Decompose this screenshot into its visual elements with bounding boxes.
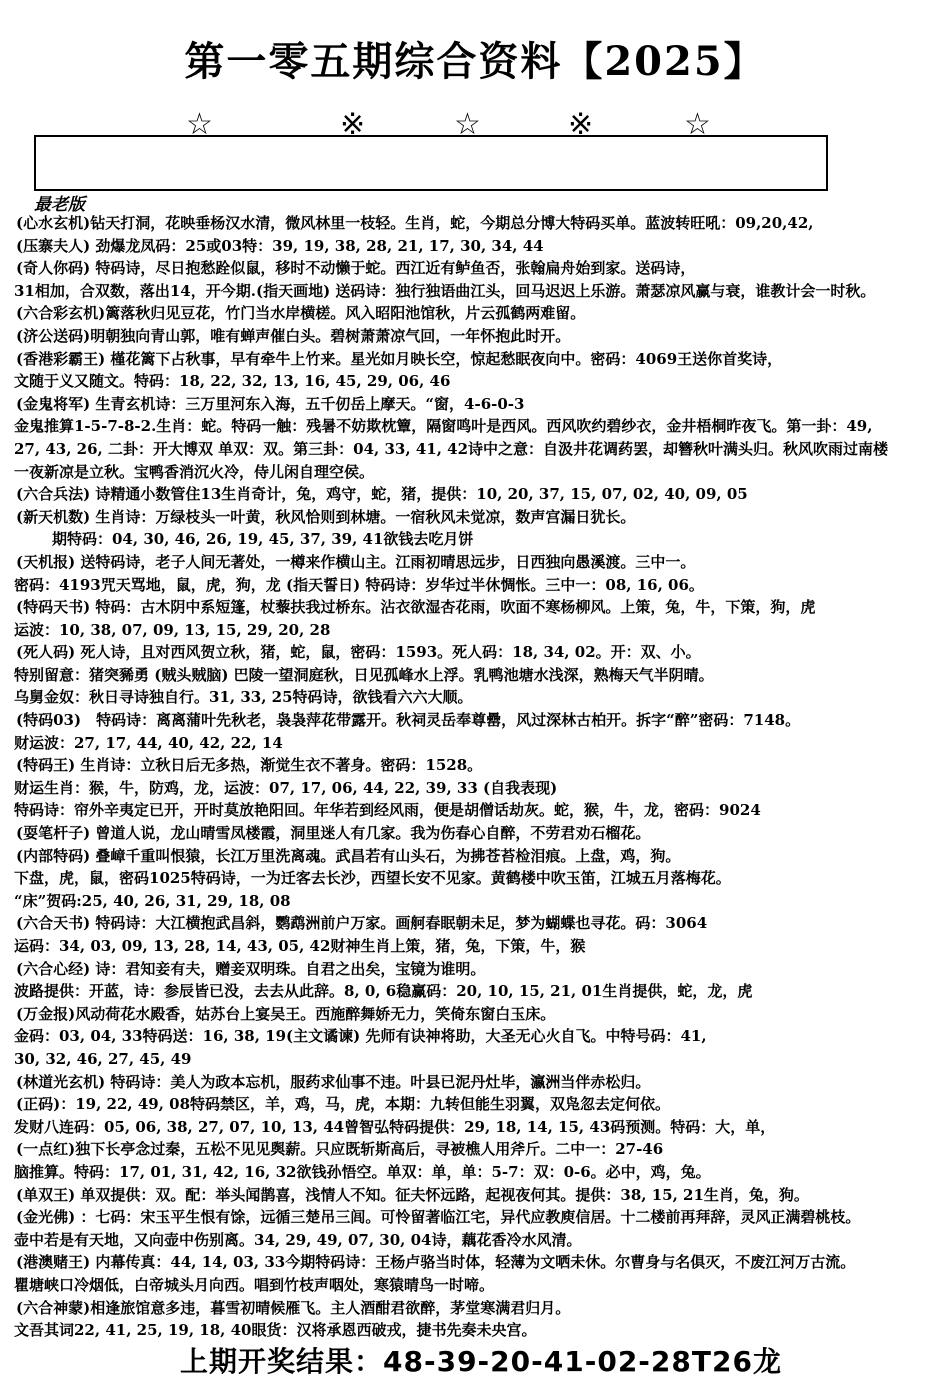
text-line: (香港彩霸王) 槿花篱下占秋事，早有牵牛上竹来。星光如月映长空，惊起愁眠夜向中。密码：4069王送你首奖诗， xyxy=(16,349,783,368)
text-line: (济公送码)明朝独向青山郭，唯有蝉声催白头。碧树萧萧凉气回，一年怀抱此时开。 xyxy=(16,326,571,345)
content-lines xyxy=(0,212,950,1342)
text-line: (奇人你码) 特码诗，尽日抱愁跧似鼠，移时不动懒于蛇。西江近有鲈鱼否，张翰扁舟始到家。送码诗， xyxy=(16,259,696,278)
empty-box xyxy=(34,135,828,191)
text-line: 壶中若是有天地，又向壶中伤别离。34, 29, 49, 07, 30, 04诗，藕花香冷水风清。 xyxy=(14,1230,582,1249)
text-line: (六合兵法) 诗精通小数管住13生肖奇计，兔，鸡守，蛇，猪，提供：10, 20, 37, 15, 07, 02, 40, 09, 05 xyxy=(16,485,748,504)
text-line: 财运生肖：猴，牛，防鸡，龙，运波：07, 17, 06, 44, 22, 39, 33 (自我表现) xyxy=(14,778,558,797)
star-icon: ☆ xyxy=(186,107,213,142)
text-line: (内部特码) 叠嶂千重叫恨猿，长江万里洗离魂。武昌若有山头石，为拂苍苔检泪痕。上盘，鸡，狗。 xyxy=(16,846,681,865)
text-line: 运波：10, 38, 07, 09, 13, 15, 29, 20, 28 xyxy=(14,620,331,639)
text-line: (特码03) 特码诗：离离蒲叶先秋老，袅袅萍花带露开。秋祠灵岳奉尊罍，风过深林古柏开。拆字“醉”密码：7148。 xyxy=(16,711,801,730)
text-line: 波路提供：开蓝，诗：参辰皆已没，去去从此辞。8, 0, 6稳赢码：20, 10, 15, 21, 01生肖提供，蛇，龙，虎 xyxy=(14,982,753,1001)
text-line: (特码王) 生肖诗：立秋日后无多热，渐觉生衣不著身。密码：1528。 xyxy=(16,756,483,775)
text-line: (一点红)独下长亭念过秦，五松不见见舆薪。只应既斩斯高后，寻被樵人用斧斤。二中一：27-46 xyxy=(16,1140,664,1159)
star-icon: ☆ xyxy=(684,107,711,142)
text-line: (压寨夫人) 劲爆龙凤码：25或03特：39, 19, 38, 28, 21, 17, 30, 34, 44 xyxy=(16,236,544,255)
text-line: 脑推算。特码：17, 01, 31, 42, 16, 32欲钱孙悟空。单双：单，单：5-7：双：0-6。必中，鸡，兔。 xyxy=(14,1162,711,1181)
last-result-banner: 上期开奖结果：48-39-20-41-02-28T26龙 xyxy=(180,1345,782,1378)
text-line: 特别留意：猪突豨勇 (贼头贼脑) 巴陵一望洞庭秋，日见孤峰水上浮。乳鸭池塘水浅深，熟梅天气半阴晴。 xyxy=(14,665,714,684)
text-line: (死人码) 死人诗，且对西风贺立秋，猪，蛇，鼠，密码：1593。死人码：18, 34, 02。开：双、小。 xyxy=(16,643,701,662)
text-line: (港澳赌王) 内幕传真：44, 14, 03, 33今期特码诗：王杨卢骆当时体，轻薄为文哂未休。尔曹身与名俱灭，不废江河万古流。 xyxy=(16,1253,856,1272)
text-line: 文随于义又随文。特码：18, 22, 32, 13, 16, 45, 29, 06, 46 xyxy=(14,372,451,391)
text-line: (六合心经) 诗：君知妾有夫，赠妾双明珠。自君之出矣，宝镜为谁明。 xyxy=(16,959,486,978)
text-line: (特码天书) 特码：古木阴中系短篷，杖藜扶我过桥东。沾衣欲湿杏花雨，吹面不寒杨柳风。上策，兔，牛，下策，狗，虎 xyxy=(16,598,816,617)
text-line: (六合天书) 特码诗：大江横抱武昌斜，鹦鹉洲前户万家。画舸春眠朝未足，梦为蝴蝶也寻花。码：3064 xyxy=(16,914,708,933)
text-line: 财运波：27, 17, 44, 40, 42, 22, 14 xyxy=(14,733,283,752)
text-line: 特码诗：帘外辛夷定已开，开时莫放艳阳回。年华若到经风雨，便是胡僧话劫灰。蛇，猴，牛，龙，密码：9024 xyxy=(14,801,761,820)
text-line: (金光佛) ：七码：宋玉平生恨有馀，远循三楚吊三闾。可怜留著临江宅，异代应教庾信居。十二楼前再拜辞，灵风正满碧桃枝。 xyxy=(16,1208,861,1227)
text-line: 期特码：04, 30, 46, 26, 19, 45, 37, 39, 41欲钱去吃月饼 xyxy=(52,530,474,549)
text-line: (林道光玄机) 特码诗：美人为政本忘机，服药求仙事不违。叶县已泥丹灶毕，瀛洲当伴赤松归。 xyxy=(16,1072,651,1091)
text-line: 金码：03, 04, 33特码送：16, 38, 19(主文谲谏) 先师有诀神将助，大圣无心火自飞。中特号码：41, xyxy=(14,1027,707,1046)
star-icon: ☆ xyxy=(454,107,481,142)
text-line: (新天机数) 生肖诗：万绿枝头一叶黄，秋风恰则到林塘。一宿秋风未觉凉，数声宫漏日犹长。 xyxy=(16,507,636,526)
text-line: 30, 32, 46, 27, 45, 49 xyxy=(14,1049,192,1068)
text-line: (六合彩玄机)篱落秋归见豆花，竹门当水岸横槎。风入昭阳池馆秋，片云孤鹤两难留。 xyxy=(16,304,586,323)
text-line: (天机报) 送特码诗，老子人间无著处，一樽来作横山主。江雨初晴思远步，日西独向愚溪渡。三中一。 xyxy=(16,552,696,571)
text-line: 27, 43, 26, 二卦：开大博双 单双：双。第三卦：04, 33, 41, 42诗中之意：自汲井花调药罢，却簪秋叶满头归。秋风吹雨过南楼 xyxy=(14,439,889,458)
text-line: (心水玄机)钻天打洞，花映垂杨汉水清，微风林里一枝轻。生肖，蛇，今期总分博大特码买单。蓝波转旺吼：09,20,42, xyxy=(16,214,814,232)
text-line: 运码：34, 03, 09, 13, 28, 14, 43, 05, 42财神生肖上策，猪，兔，下策，牛，猴 xyxy=(14,937,586,955)
text-line: 发财八连码：05, 06, 38, 27, 07, 10, 13, 44曾智弘特码提供：29, 18, 14, 15, 43码预测。特码：大，单， xyxy=(14,1117,776,1136)
text-line: (正码)：19, 22, 49, 08特码禁区，羊，鸡，马，虎，本期：九转但能生羽翼，双凫忽去定何依。 xyxy=(16,1095,671,1114)
text-line: 金鬼推算1-5-7-8-2.生肖：蛇。特码一触：残暑不妨欺枕簟，隔窗鸣叶是西风。西风吹约碧纱衣，金井梧桐昨夜飞。第一卦：49, xyxy=(14,417,873,436)
reference-mark-icon: ※ xyxy=(568,107,594,142)
text-line: 一夜新凉是立秋。宝鸭香消沉火冷，侍儿闲自理空侯。 xyxy=(14,462,375,481)
reference-mark-icon: ※ xyxy=(340,107,366,142)
text-line: (六合神蒙)相逢旅馆意多违，暮雪初晴候雁飞。主人酒酣君欲醉，茅堂寒满君归月。 xyxy=(16,1298,571,1317)
text-line: 文吾其词22, 41, 25, 19, 18, 40眼货：汉将承恩西破戎，捷书先奏未央宫。 xyxy=(14,1321,537,1340)
page-title: 第一零五期综合资料【2025】 xyxy=(184,38,766,85)
text-line: (万金报)风动荷花水殿香，姑苏台上宴吴王。西施醉舞娇无力，笑倚东窗白玉床。 xyxy=(16,1004,556,1023)
text-line: 下盘，虎，鼠，密码1025特码诗，一为迁客去长沙，西望长安不见家。黄鹤楼中吹玉笛，江城五月落梅花。 xyxy=(14,869,731,888)
text-line: 密码：4193咒天骂地，鼠，虎，狗，龙 (指天誓日) 特码诗：岁华过半休惆怅。三中一：08, 16, 06。 xyxy=(14,575,704,594)
text-line: 乌舅金奴：秋日寻诗独自行。31, 33, 25特码诗，欲钱看六六大顺。 xyxy=(14,688,473,707)
text-line: (金鬼将军) 生青玄机诗：三万里河东入海，五千仞岳上摩天。“窗，4-6-0-3 xyxy=(16,394,525,413)
text-line: (耍笔杆子) 曾道人说，龙山晴雪凤楼霞，洞里迷人有几家。我为伤春心自醉，不劳君劝石榴花。 xyxy=(16,824,651,843)
text-line: “床”贺码:25, 40, 26, 31, 29, 18, 08 xyxy=(14,891,291,910)
text-line: (单双王) 单双提供：双。配：举头闻鹊喜，浅情人不知。征夫怀远路，起视夜何其。提供：38, 15, 21生肖，兔，狗。 xyxy=(16,1185,809,1204)
text-line: 瞿塘峡口冷烟低，白帝城头月向西。唱到竹枝声咽处，寒猿晴鸟一时啼。 xyxy=(14,1275,495,1294)
edition-label: 最老版 xyxy=(34,195,85,215)
text-line: 31相加，合双数，落出14，开今期.(指天画地) 送码诗：独行独语曲江头，回马迟迟上乐游。萧瑟凉风赢与衰，谁教计会一时秋。 xyxy=(14,281,876,300)
